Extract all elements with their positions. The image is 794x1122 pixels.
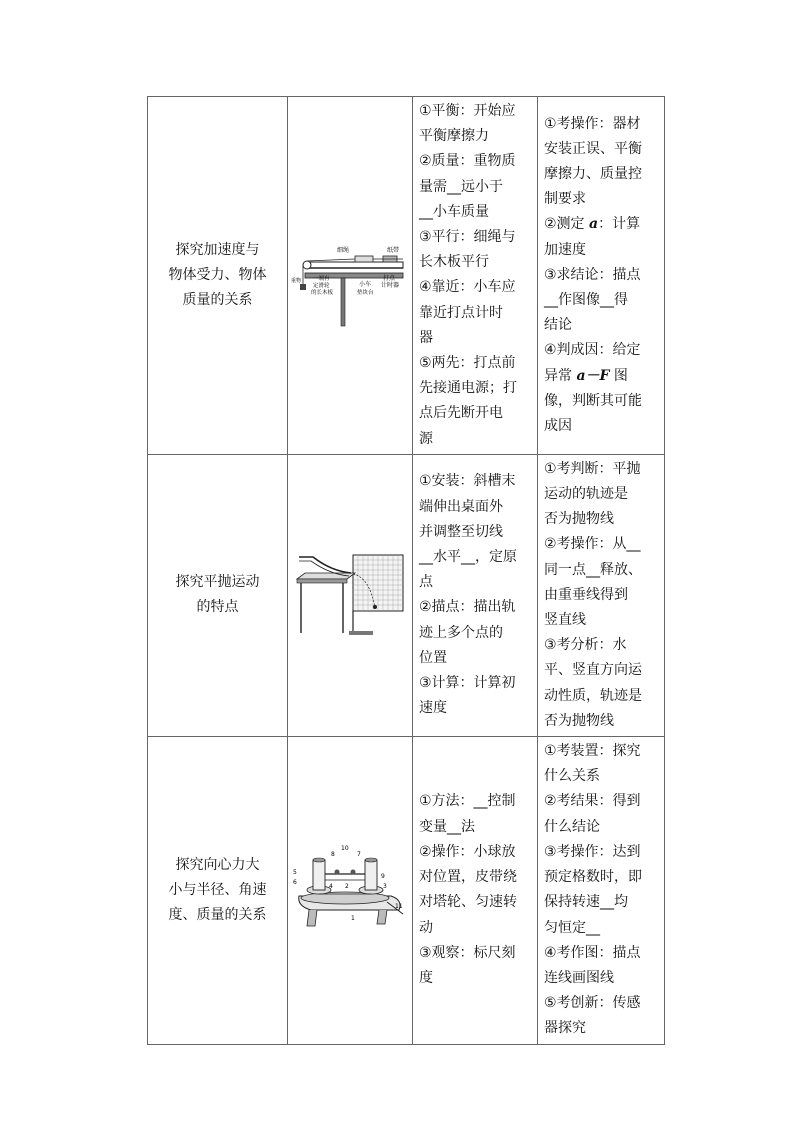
text-line: 靠近打点计时 — [419, 304, 503, 321]
text-line: 点后先断开电 — [419, 405, 503, 422]
text-line: ②描点：描出轨 — [419, 599, 516, 616]
text-line: ⑤考创新：传感 — [544, 995, 641, 1012]
diagram-label: 4 — [329, 883, 333, 891]
projectile-apparatus-diagram — [291, 543, 409, 643]
diagram-label: 7 — [357, 851, 361, 859]
text-line: 位置 — [419, 649, 447, 666]
text-line: __水平__，定原 — [419, 549, 517, 566]
requirements-cell — [413, 97, 538, 455]
table-row — [148, 97, 665, 455]
text-line: 运动的轨迹是 — [544, 486, 628, 503]
table-row — [148, 454, 665, 736]
text-line: 竖直线 — [544, 612, 586, 629]
diagram-label: 2 — [345, 883, 349, 891]
centripetal-apparatus-diagram — [291, 838, 409, 938]
text-line: ①考装置：探究 — [544, 743, 641, 760]
text-line: 长木板平行 — [419, 254, 489, 271]
text-fragment: ：计算 — [598, 216, 641, 233]
text-line: ③求结论：描点 — [544, 266, 641, 283]
exam-points-cell — [538, 454, 665, 736]
text-line: ③平行：细绳与 — [419, 229, 516, 246]
experiment-name-cell — [148, 454, 288, 736]
experiment-name-line: 质量的关系 — [182, 291, 253, 308]
text-line: 什么关系 — [544, 768, 600, 785]
text-line: 度 — [419, 969, 433, 986]
text-line: ①考判断：平抛 — [544, 460, 641, 477]
text-line: 结论 — [544, 317, 572, 334]
text-line: 由重垂线得到 — [544, 586, 628, 603]
text-line: 加速度 — [544, 241, 586, 258]
experiment-name-line: 探究平抛运动 — [175, 574, 260, 591]
diagram-label: 9 — [381, 873, 385, 881]
requirements-cell — [413, 737, 538, 1044]
experiment-name-line: 度、质量的关系 — [168, 906, 267, 923]
diagram-label: 的长木板 — [311, 290, 334, 297]
text-line: 预定格数时，即 — [544, 869, 642, 886]
acceleration-apparatus-diagram — [291, 218, 409, 328]
text-line: ③计算：计算初 — [419, 675, 516, 692]
text-line: 平、竖直方向运 — [544, 662, 642, 679]
experiment-name-line: 探究加速度与 — [175, 241, 260, 258]
diagram-label: 细绳 — [337, 247, 350, 255]
text-line: 制要求 — [544, 191, 586, 208]
text-line: 动性质，轨迹是 — [544, 687, 642, 704]
text-line: 速度 — [419, 700, 447, 717]
text-line: 平衡摩擦力 — [419, 128, 489, 145]
experiment-name-cell — [148, 737, 288, 1044]
text-line: 保持转速__均 — [544, 894, 628, 911]
text-line — [544, 364, 660, 389]
text-line: 迹上多个点的 — [419, 624, 503, 641]
text-line: 否为抛物线 — [544, 712, 614, 729]
text-line: 像，判断其可能 — [544, 392, 642, 409]
text-line: ④判成因：给定 — [544, 342, 641, 359]
text-line: 点 — [419, 574, 433, 591]
exam-points-cell — [538, 737, 665, 1044]
variable-symbol: a — [589, 216, 599, 233]
apparatus-diagram-cell — [288, 454, 413, 736]
exam-points-cell — [538, 97, 665, 455]
diagram-label: 8 — [331, 851, 335, 859]
text-line: 量需__远小于 — [419, 178, 503, 195]
diagram-label: 重物 — [291, 278, 302, 285]
text-line: 动 — [419, 919, 433, 936]
text-line: ③观察：标尺刻 — [419, 944, 516, 961]
text-line: ③考分析：水 — [544, 637, 627, 654]
text-line: 变量__法 — [419, 818, 475, 835]
diagram-label: 11 — [395, 903, 403, 911]
text-line: ④考作图：描点 — [544, 944, 641, 961]
variable-symbol: a－F — [576, 367, 610, 384]
diagram-label: 5 — [293, 869, 297, 877]
text-line: 对塔轮、匀速转 — [419, 894, 517, 911]
text-line: 源 — [419, 430, 433, 447]
experiment-name-line: 小与半径、角速 — [168, 881, 267, 898]
apparatus-diagram-cell — [288, 737, 413, 1044]
experiment-table — [147, 96, 665, 1045]
text-line: 连线画图线 — [544, 969, 614, 986]
requirements-cell — [413, 454, 538, 736]
diagram-label: 3 — [383, 883, 387, 891]
text-line: 端伸出桌面外 — [419, 498, 503, 515]
text-line: ①平衡：开始应 — [419, 103, 516, 119]
text-line: 成因 — [544, 418, 572, 435]
text-line: 否为抛物线 — [544, 511, 614, 528]
text-line: ⑤两先：打点前 — [419, 355, 516, 372]
text-fragment: 异常 — [544, 367, 577, 384]
experiment-name-line: 物体受力、物体 — [168, 266, 267, 283]
text-line: ②操作：小球放 — [419, 843, 516, 860]
text-line: ①考操作：器材 — [544, 115, 641, 132]
apparatus-diagram-cell — [288, 97, 413, 455]
diagram-label: 纸带 — [387, 247, 400, 255]
text-line: ②考结果：得到 — [544, 793, 641, 810]
text-line: 器探究 — [544, 1020, 586, 1037]
diagram-label: 10 — [341, 845, 349, 853]
text-line: __作图像__得 — [544, 292, 628, 309]
text-line: ②考操作：从__ — [544, 536, 641, 553]
text-line: __小车质量 — [419, 203, 489, 220]
text-line: ①方法：__控制 — [419, 793, 516, 810]
text-line: 安装正误、平衡 — [544, 140, 642, 157]
text-line: 什么结论 — [544, 818, 600, 835]
text-line: 对位置，皮带绕 — [419, 869, 517, 886]
text-fragment: ②测定 — [544, 216, 590, 233]
diagram-label: 小车 — [359, 281, 372, 289]
text-line: 先接通电源；打 — [419, 380, 517, 397]
diagram-label: 6 — [293, 879, 297, 887]
text-line: 摩擦力、质量控 — [544, 166, 642, 182]
text-line: 同一点__释放、 — [544, 561, 642, 578]
experiment-name-line: 的特点 — [196, 599, 239, 616]
diagram-label: 一端有 — [313, 276, 330, 283]
text-line: ①安装：斜槽末 — [419, 473, 516, 490]
text-line — [544, 212, 660, 237]
diagram-label: 定滑轮 — [313, 283, 330, 290]
experiment-name-line: 探究向心力大 — [175, 856, 260, 873]
table-row — [148, 737, 665, 1044]
diagram-label: 计时器 — [381, 282, 400, 290]
diagram-label: 1 — [351, 915, 355, 923]
text-line: ④靠近：小车应 — [419, 279, 516, 296]
diagram-label: 打点 — [383, 275, 396, 283]
text-line: 器 — [419, 329, 433, 346]
text-line: 并调整至切线 — [419, 523, 503, 540]
text-line: 匀恒定__ — [544, 919, 600, 936]
text-line: ②质量：重物质 — [419, 153, 516, 170]
diagram-label: 垫块台 — [357, 290, 374, 297]
experiment-name-cell — [148, 97, 288, 455]
text-line: ③考操作：达到 — [544, 843, 641, 860]
text-fragment: 图 — [609, 367, 628, 384]
